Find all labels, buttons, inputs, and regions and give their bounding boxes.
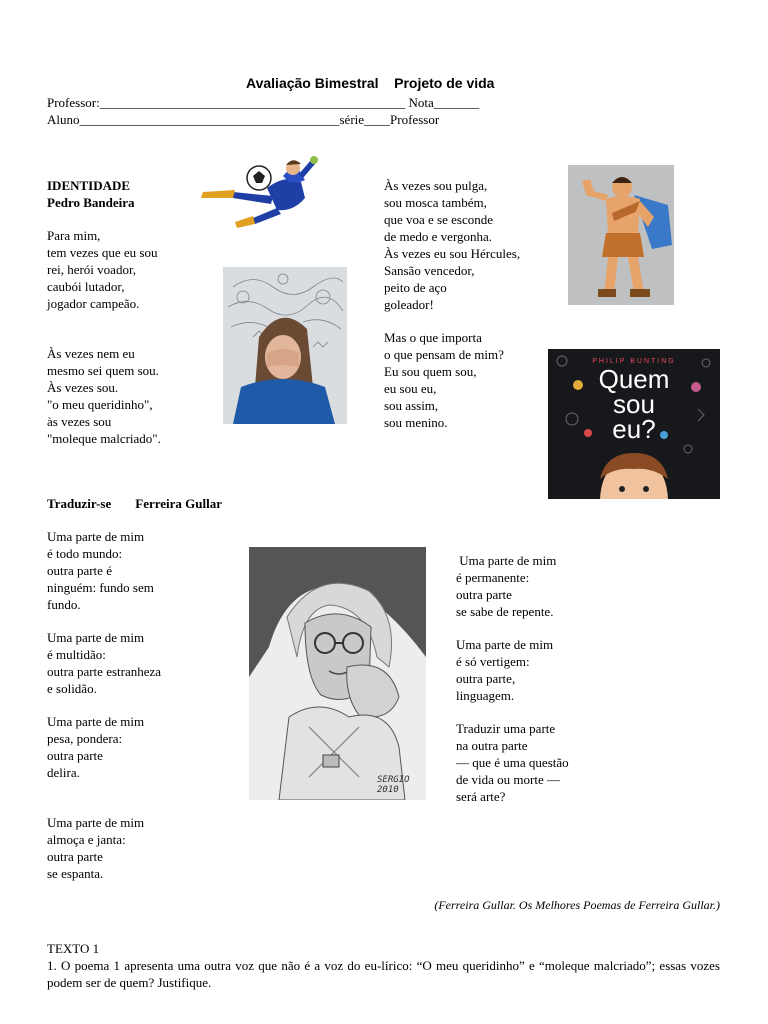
verse: tem vezes que eu sou <box>47 245 158 260</box>
verse: "moleque malcriado". <box>47 431 161 446</box>
verse: mesmo sei quem sou. <box>47 363 159 378</box>
question-heading: TEXTO 1 <box>47 941 100 956</box>
verse: é todo mundo: <box>47 546 123 561</box>
verse: outra parte <box>456 587 512 602</box>
verse: de vida ou morte — <box>456 772 560 787</box>
verse: ninguém: fundo sem <box>47 580 154 595</box>
poem1-title: IDENTIDADE <box>47 178 131 193</box>
verse: sou menino. <box>384 415 448 430</box>
verse: é permanente: <box>456 570 530 585</box>
book-title <box>548 364 720 444</box>
verse: é multidão: <box>47 647 106 662</box>
verse: de medo e vergonha. <box>384 229 493 244</box>
poem1-author: Pedro Bandeira <box>47 195 135 210</box>
poem2-title: Traduzir-se <box>47 496 112 511</box>
book-title-line: Quem <box>598 364 670 394</box>
verse: Às vezes nem eu <box>47 346 135 361</box>
verse: pesa, pondera: <box>47 731 123 746</box>
verse: será arte? <box>456 789 506 804</box>
verse: Uma parte de mim <box>47 630 145 645</box>
verse: Às vezes eu sou Hércules, <box>384 246 521 261</box>
verse: Às vezes sou pulga, <box>384 178 488 193</box>
poem2-stanza-7 <box>456 720 569 805</box>
verse: Uma parte de mim <box>47 529 145 544</box>
verse: outra parte <box>47 748 103 763</box>
verse: o que pensam de mim? <box>384 347 504 362</box>
verse: é só vertigem: <box>456 654 530 669</box>
verse: Às vezes sou. <box>47 380 119 395</box>
verse: "o meu queridinho", <box>47 397 153 412</box>
book-title-line: eu? <box>612 414 656 444</box>
poem2-stanza-1 <box>47 528 154 613</box>
verse: se espanta. <box>47 866 104 881</box>
verse: rei, herói voador, <box>47 262 137 277</box>
book-title-line: sou <box>613 389 655 419</box>
poem2-stanza-5 <box>456 552 556 620</box>
hercules-cartoon <box>568 165 674 305</box>
verse: goleador! <box>384 297 434 312</box>
verse: Uma parte de mim <box>456 637 554 652</box>
poem1-stanza-1 <box>47 227 157 329</box>
poem1-stanza-2 <box>47 345 161 447</box>
verse: Eu sou quem sou, <box>384 364 477 379</box>
poem2-author: Ferreira Gullar <box>135 496 223 511</box>
verse: Traduzir uma parte <box>456 721 556 736</box>
poem1-stanza-3 <box>384 177 520 313</box>
book-author: PHILIP BUNTING <box>592 358 676 365</box>
professor-line: Professor:_______________________________________________ Nota_______ <box>47 95 480 110</box>
poem2-stanza-6 <box>456 636 553 704</box>
verse: Uma parte de mim <box>47 815 145 830</box>
verse: Uma parte de mim <box>456 553 557 568</box>
verse: Uma parte de mim <box>47 714 145 729</box>
verse: outra parte estranheza <box>47 664 162 679</box>
poem1-stanza-4 <box>384 329 504 431</box>
verse: outra parte, <box>456 671 516 686</box>
poem2-stanza-2 <box>47 629 161 697</box>
verse: se sabe de repente. <box>456 604 554 619</box>
verse: Mas o que importa <box>384 330 482 345</box>
verse: fundo. <box>47 597 81 612</box>
verse: Sansão vencedor, <box>384 263 475 278</box>
verse: caubói lutador, <box>47 279 125 294</box>
verse: delira. <box>47 765 80 780</box>
poem-source: (Ferreira Gullar. Os Melhores Poemas de Ferreira Gullar.) <box>434 898 720 912</box>
verse: e solidão. <box>47 681 97 696</box>
poem2-heading <box>47 495 222 512</box>
verse: na outra parte <box>456 738 528 753</box>
verse: jogador campeão. <box>47 296 140 311</box>
poem2-stanza-4 <box>47 814 144 882</box>
verse: que voa e se esconde <box>384 212 494 227</box>
verse: às vezes sou <box>47 414 112 429</box>
sketch-signature <box>377 775 410 795</box>
verse: sou mosca também, <box>384 195 487 210</box>
verse: peito de aço <box>384 280 447 295</box>
verse: outra parte é <box>47 563 112 578</box>
stressed-girl-photo <box>223 267 347 424</box>
portrait-sketch <box>249 547 426 800</box>
verse: sou assim, <box>384 398 439 413</box>
book-cover <box>548 349 720 499</box>
soccer-player-illustration <box>193 152 321 230</box>
student-line: Aluno________________________________________série____Professor <box>47 112 440 127</box>
question-text: 1. O poema 1 apresenta uma outra voz que não é a voz do eu-lírico: “O meu queridinho” e “moleque malcriado”; essas vozes podem ser de quem? Justifique. <box>47 958 750 990</box>
verse: almoça e janta: <box>47 832 126 847</box>
poem2-stanza-3 <box>47 713 144 781</box>
verse: linguagem. <box>456 688 515 703</box>
verse: eu sou eu, <box>384 381 437 396</box>
verse: Para mim, <box>47 228 101 243</box>
signature-line: SERGIO <box>377 775 410 785</box>
page-title: Avaliação Bimestral Projeto de vida <box>246 75 495 91</box>
verse: outra parte <box>47 849 103 864</box>
signature-line: 2010 <box>377 785 399 795</box>
verse: — que é uma questão <box>456 755 569 770</box>
